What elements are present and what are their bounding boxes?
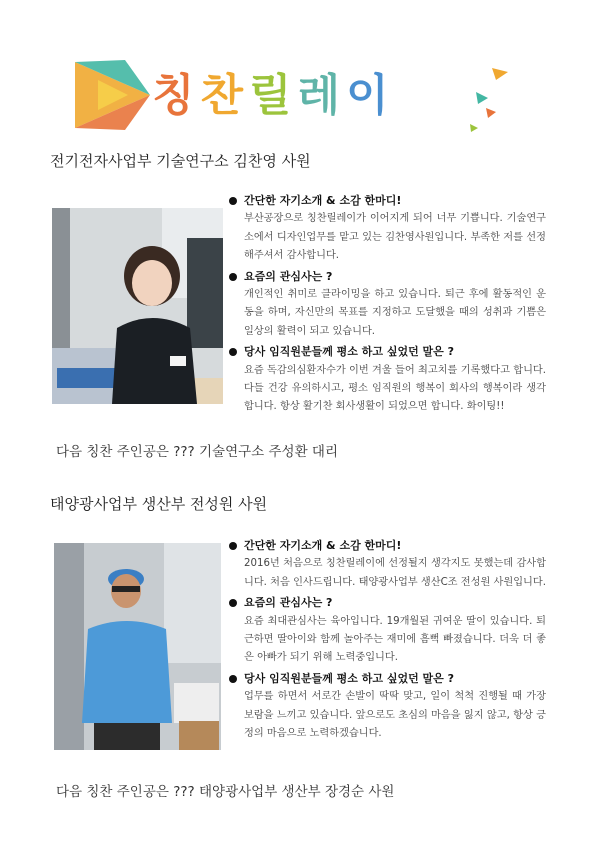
section-1-qa — [228, 190, 546, 417]
page-header — [0, 50, 600, 135]
section-2-answer-1: 2016년 처음으로 칭찬릴레이에 선정될지 생각지도 못했는데 감사합니다. 처음 인사드립니다. 태양광사업부 생산C조 전성원 사원입니다. — [244, 558, 546, 588]
title-char-2: 찬 — [200, 70, 250, 121]
title-char-1: 칭 — [152, 70, 201, 121]
title-char-5: 이 — [346, 70, 395, 121]
section-1-photo — [52, 208, 223, 404]
section-1-answer-1: 부산공장으로 칭찬릴레이가 이어지게 되어 너무 기쁩니다. 기술연구소에서 디자인업무를 맡고 있는 김찬영사원입니다. 부족한 저를 선정해주셔서 감사합니다. — [244, 213, 546, 262]
section-1-question-3: 당사 임직원분들께 평소 하고 싶었던 말은 ? — [228, 343, 546, 361]
section-1-answer-2: 개인적인 취미로 클라이밍을 하고 있습니다. 퇴근 후에 활동적인 운동을 하며, 자신만의 목표를 지정하고 도달했을 때의 성취과 기쁨은 일상의 활력이 되고 있습니다. — [244, 289, 546, 337]
section-1-answer-3: 요즘 독감의심환자수가 이번 겨울 들어 최고치를 기록했다고 합니다. 다들 건강 유의하시고, 평소 임직원의 행복이 회사의 행복이라 생각합니다. 항상 활기찬 회사생활이 되었으면 합니다. 화이팅!! — [244, 364, 546, 413]
employee-photo-icon — [54, 543, 221, 750]
section-2-question-1: 간단한 자기소개 & 소감 한마디! — [228, 537, 546, 555]
title-char-3: 릴 — [249, 70, 298, 121]
section-1-question-1: 간단한 자기소개 & 소감 한마디! — [228, 192, 546, 210]
section-2-title: 태양광사업부 생산부 전성원 사원 — [50, 495, 268, 513]
section-1-question-2: 요즘의 관심사는 ? — [228, 268, 546, 286]
section-2-answer-2: 요즘 최대관심사는 육아입니다. 19개월된 귀여운 딸이 있습니다. 퇴근하면 딸아이와 함께 놀아주는 재미에 흠뻑 빠졌습니다. 더욱 더 좋은 아빠가 되기 위해 노력중입니다. — [244, 615, 546, 664]
section-1-title: 전기전자사업부 기술연구소 김찬영 사원 — [50, 152, 311, 170]
title-char-4: 레 — [297, 70, 347, 121]
section-2-qa — [228, 535, 546, 743]
section-2-question-2: 요즘의 관심사는 ? — [228, 594, 546, 612]
section-1-next-nominee: 다음 칭찬 주인공은 ??? 기술연구소 주성환 대리 — [56, 444, 338, 460]
section-2-question-3: 당사 임직원분들께 평소 하고 싶었던 말은 ? — [228, 670, 546, 688]
section-2-photo — [54, 543, 221, 750]
section-2-answer-3: 업무를 하면서 서로간 손발이 딱딱 맞고, 일이 척척 진행될 때 가장 보람을 느끼고 있습니다. 앞으로도 초심의 마음을 잃지 않고, 항상 긍정의 마음으로 노력하겠습니다. — [244, 691, 546, 740]
employee-photo-icon — [52, 208, 223, 404]
banner-title — [152, 66, 395, 126]
section-2-next-nominee: 다음 칭찬 주인공은 ??? 태양광사업부 생산부 장경순 사원 — [56, 784, 395, 800]
